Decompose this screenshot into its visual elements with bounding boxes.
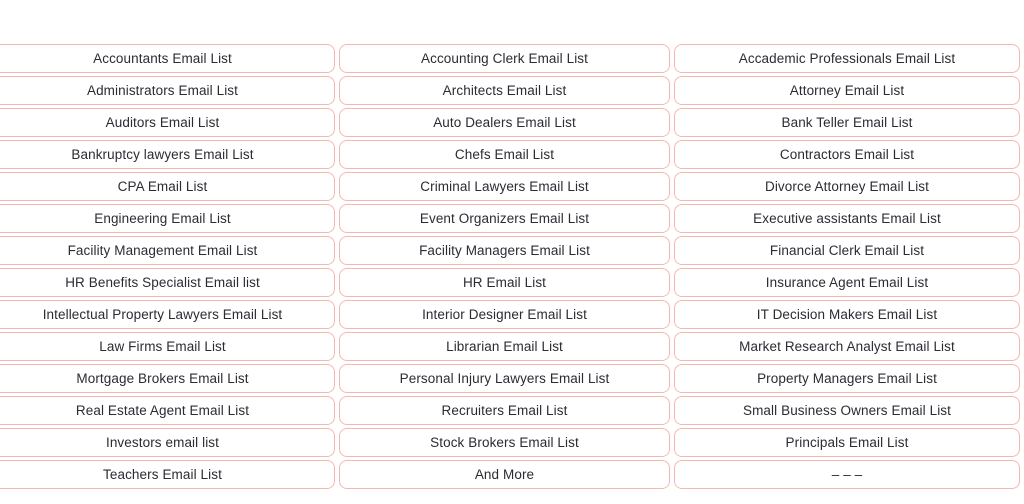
email-list-item[interactable]: Teachers Email List	[0, 460, 335, 489]
email-list-item[interactable]: And More	[339, 460, 670, 489]
email-list-item[interactable]: Engineering Email List	[0, 204, 335, 233]
email-list-item[interactable]: Intellectual Property Lawyers Email List	[0, 300, 335, 329]
email-list-item[interactable]: Criminal Lawyers Email List	[339, 172, 670, 201]
email-list-item[interactable]: Interior Designer Email List	[339, 300, 670, 329]
email-list-item[interactable]: Architects Email List	[339, 76, 670, 105]
email-list-item[interactable]: Bankruptcy lawyers Email List	[0, 140, 335, 169]
email-list-item[interactable]: Market Research Analyst Email List	[674, 332, 1020, 361]
email-list-item[interactable]: Stock Brokers Email List	[339, 428, 670, 457]
email-list-item[interactable]: Accounting Clerk Email List	[339, 44, 670, 73]
email-list-item[interactable]: Executive assistants Email List	[674, 204, 1020, 233]
email-list-item[interactable]: – – –	[674, 460, 1020, 489]
email-list-item[interactable]: Auditors Email List	[0, 108, 335, 137]
email-list-item[interactable]: Attorney Email List	[674, 76, 1020, 105]
email-list-item[interactable]: Facility Managers Email List	[339, 236, 670, 265]
email-list-item[interactable]: Auto Dealers Email List	[339, 108, 670, 137]
email-list-grid	[0, 44, 1020, 489]
email-list-item[interactable]: Insurance Agent Email List	[674, 268, 1020, 297]
email-list-item[interactable]: Administrators Email List	[0, 76, 335, 105]
email-list-item[interactable]: Personal Injury Lawyers Email List	[339, 364, 670, 393]
email-list-item[interactable]: IT Decision Makers Email List	[674, 300, 1020, 329]
email-list-item[interactable]: Event Organizers Email List	[339, 204, 670, 233]
email-list-item[interactable]: Mortgage Brokers Email List	[0, 364, 335, 393]
email-list-item[interactable]: Real Estate Agent Email List	[0, 396, 335, 425]
email-list-item[interactable]: Librarian Email List	[339, 332, 670, 361]
email-list-item[interactable]: Law Firms Email List	[0, 332, 335, 361]
email-list-item[interactable]: HR Benefits Specialist Email list	[0, 268, 335, 297]
email-list-item[interactable]: Accademic Professionals Email List	[674, 44, 1020, 73]
email-list-item[interactable]: Investors email list	[0, 428, 335, 457]
email-list-item[interactable]: Property Managers Email List	[674, 364, 1020, 393]
email-list-item[interactable]: CPA Email List	[0, 172, 335, 201]
email-list-item[interactable]: Financial Clerk Email List	[674, 236, 1020, 265]
email-list-item[interactable]: Small Business Owners Email List	[674, 396, 1020, 425]
email-list-item[interactable]: Contractors Email List	[674, 140, 1020, 169]
email-list-item[interactable]: HR Email List	[339, 268, 670, 297]
email-list-item[interactable]: Chefs Email List	[339, 140, 670, 169]
email-list-item[interactable]: Principals Email List	[674, 428, 1020, 457]
email-list-item[interactable]: Facility Management Email List	[0, 236, 335, 265]
email-list-item[interactable]: Bank Teller Email List	[674, 108, 1020, 137]
email-list-item[interactable]: Accountants Email List	[0, 44, 335, 73]
email-list-item[interactable]: Recruiters Email List	[339, 396, 670, 425]
email-list-item[interactable]: Divorce Attorney Email List	[674, 172, 1020, 201]
